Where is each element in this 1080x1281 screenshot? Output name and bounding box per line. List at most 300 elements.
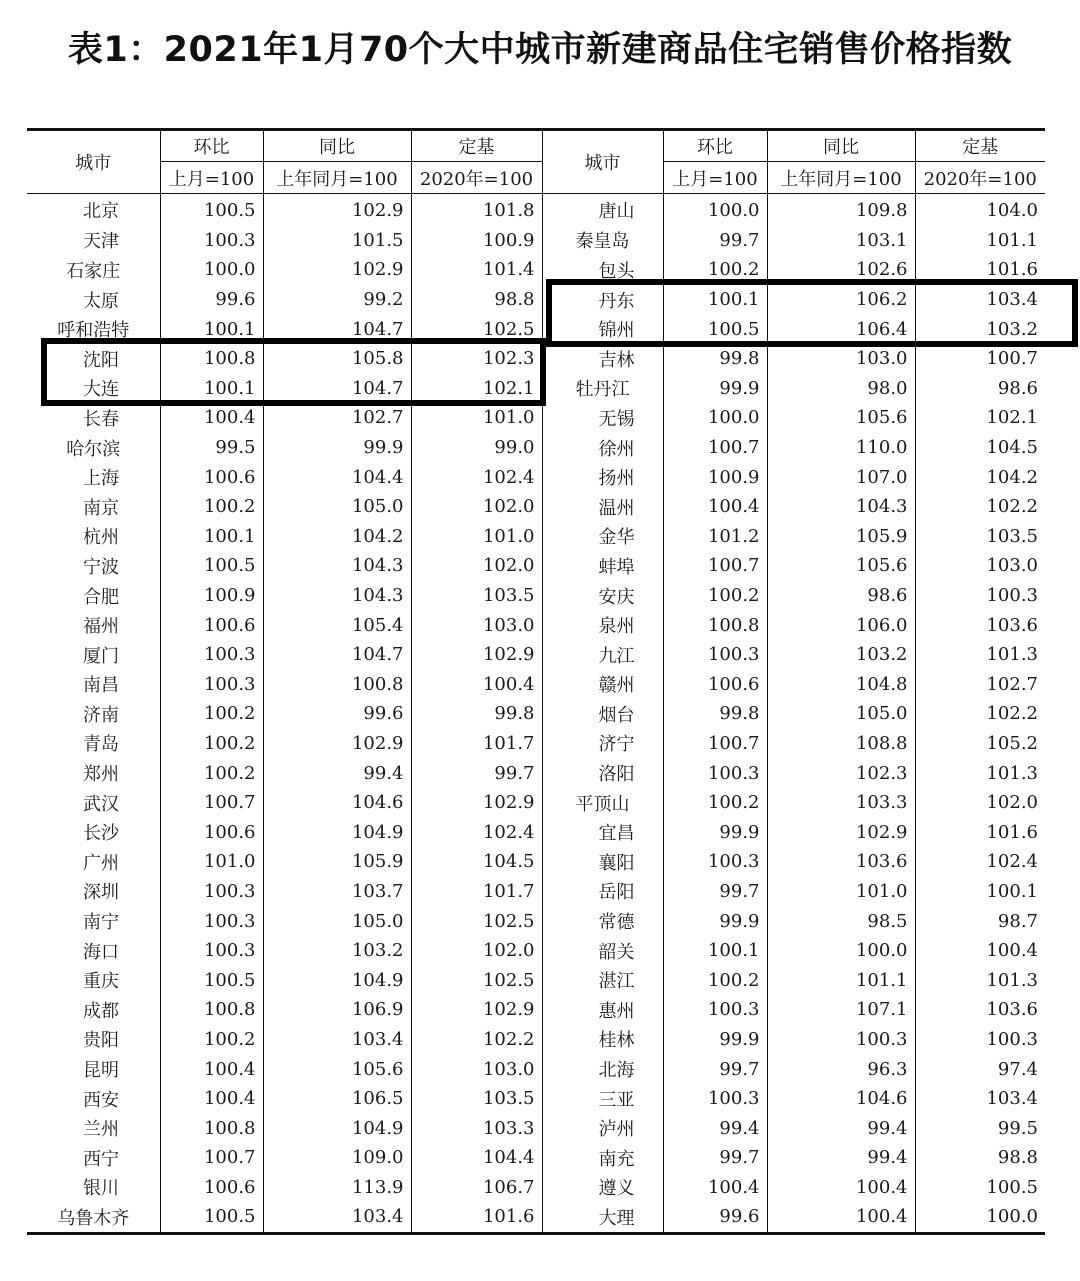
- city-name-char: 扬: [598, 468, 617, 490]
- mom-value-r: 99.7: [663, 226, 767, 256]
- city-name-r: [542, 1025, 663, 1055]
- base-value-r: 101.3: [986, 969, 1038, 991]
- mom-value-l: 100.3: [160, 877, 263, 907]
- table-row: [27, 699, 1045, 729]
- city-name-char: 京: [101, 497, 119, 519]
- base-value-r: 103.6: [986, 614, 1038, 636]
- mom-value-l: 100.4: [160, 1054, 263, 1084]
- city-name-char: 州: [616, 1119, 635, 1141]
- mom-value-l: 100.7: [160, 788, 263, 818]
- base-value-l: 103.5: [411, 581, 542, 611]
- yoy-value-r: 104.8: [767, 670, 915, 700]
- header-base-sub-right: 2020年=100: [915, 162, 1045, 194]
- city-name-char: 海: [101, 468, 119, 490]
- city-name-char: 泸: [598, 1119, 617, 1141]
- mom-value-r: 100.0: [663, 194, 767, 226]
- base-value-r: 102.2: [986, 703, 1038, 725]
- base-value-l: 103.5: [411, 1084, 542, 1114]
- mom-value-r: 100.3: [663, 1084, 767, 1114]
- yoy-value-l: 104.7: [263, 314, 411, 344]
- base-value-l: 104.5: [411, 847, 542, 877]
- yoy-value-r: 108.8: [767, 729, 915, 759]
- yoy-value-l: 102.9: [263, 729, 411, 759]
- city-name-r: [542, 522, 663, 552]
- table-row: [27, 1202, 1045, 1233]
- city-name-l: [27, 462, 160, 492]
- yoy-value-l: 105.6: [263, 1054, 411, 1084]
- table-row: [27, 1084, 1045, 1114]
- city-name-r: [542, 729, 663, 759]
- mom-value-r: 100.3: [663, 640, 767, 670]
- city-name-l: [27, 995, 160, 1025]
- table-row: [27, 1054, 1045, 1084]
- table-row: [27, 462, 1045, 492]
- city-name-char: 原: [101, 290, 119, 312]
- city-name-char: 常: [598, 912, 617, 934]
- city-name-r: [542, 1084, 663, 1114]
- base-value-l: 101.7: [411, 877, 542, 907]
- base-value-l: 103.0: [411, 1054, 542, 1084]
- mom-value-r: 99.9: [663, 374, 767, 404]
- city-name-char: 阳: [101, 1030, 119, 1052]
- mom-value-r: 100.1: [663, 285, 767, 315]
- city-name-char: 昌: [101, 675, 119, 697]
- yoy-value-l: 105.0: [263, 906, 411, 936]
- table-row: [27, 1113, 1045, 1143]
- city-name-char: 宁: [83, 556, 101, 578]
- city-name-char: 安: [598, 586, 617, 608]
- base-value-r: 103.5: [986, 525, 1038, 547]
- table-row: [27, 670, 1045, 700]
- mom-value-l: 100.3: [160, 670, 263, 700]
- mom-value-r: 99.8: [663, 344, 767, 374]
- city-name-char: 埠: [616, 556, 635, 578]
- table-row: [27, 194, 1045, 226]
- header-mom-right: 环比: [663, 130, 767, 162]
- city-name-char: 门: [101, 645, 119, 667]
- mom-value-l: 100.1: [160, 314, 263, 344]
- city-name-char: 阳: [616, 852, 635, 874]
- yoy-value-r: 103.0: [767, 344, 915, 374]
- city-name-char: 京: [101, 200, 119, 222]
- city-name-r: [542, 817, 663, 847]
- city-name-char: 三: [598, 1089, 617, 1111]
- city-name-char: 波: [101, 556, 119, 578]
- mom-value-r: 100.2: [663, 965, 767, 995]
- city-name-char: 北: [83, 200, 101, 222]
- base-value-r: 105.2: [986, 732, 1038, 754]
- city-name-char: 南: [83, 675, 101, 697]
- city-name-char: 济: [83, 704, 101, 726]
- city-name-r: [542, 1054, 663, 1084]
- base-value-l: 98.8: [411, 285, 542, 315]
- base-value-l: 102.4: [411, 462, 542, 492]
- table-row: [27, 1173, 1045, 1203]
- yoy-value-l: 105.0: [263, 492, 411, 522]
- city-name-r: [542, 1143, 663, 1173]
- city-name-r: [542, 670, 663, 700]
- mom-value-l: 99.5: [160, 433, 263, 463]
- base-value-r: 97.4: [997, 1058, 1038, 1080]
- city-name-char: 肥: [101, 586, 119, 608]
- yoy-value-l: 104.7: [263, 640, 411, 670]
- city-name-char: 州: [616, 468, 635, 490]
- city-name-char: 充: [616, 1148, 635, 1170]
- base-value-l: 102.3: [411, 344, 542, 374]
- mom-value-l: 100.5: [160, 194, 263, 226]
- yoy-value-r: 98.6: [767, 581, 915, 611]
- city-name-l: [27, 847, 160, 877]
- city-name-char: 海: [616, 1060, 635, 1082]
- mom-value-l: 100.6: [160, 817, 263, 847]
- base-value-l: 101.4: [411, 255, 542, 285]
- base-value-r: 104.2: [986, 466, 1038, 488]
- city-name-char: 唐: [598, 200, 617, 222]
- city-name-char: 包: [598, 260, 617, 282]
- city-name-char: 海: [83, 941, 101, 963]
- city-name-char: 武: [83, 793, 101, 815]
- mom-value-r: 100.3: [663, 995, 767, 1025]
- base-value-r: 99.5: [997, 1117, 1038, 1139]
- city-name-r: [542, 699, 663, 729]
- mom-value-r: 100.5: [663, 314, 767, 344]
- mom-value-l: 100.3: [160, 640, 263, 670]
- base-value-r: 100.1: [986, 880, 1038, 902]
- mom-value-l: 100.9: [160, 581, 263, 611]
- city-name-char: 宁: [101, 1148, 119, 1170]
- mom-value-l: 100.1: [160, 522, 263, 552]
- base-value-l: 102.5: [411, 906, 542, 936]
- base-value-l: 101.0: [411, 403, 542, 433]
- base-value-r: 98.8: [997, 1147, 1038, 1169]
- city-name-char: 州: [616, 438, 635, 460]
- city-name-r: [542, 1113, 663, 1143]
- yoy-value-l: 106.5: [263, 1084, 411, 1114]
- yoy-value-l: 103.7: [263, 877, 411, 907]
- highlight-box-dandong-jinzhou: [546, 279, 1078, 347]
- base-value-l: 103.3: [411, 1113, 542, 1143]
- city-name-char: 关: [616, 941, 635, 963]
- table-row: [27, 581, 1045, 611]
- city-name-char: 江: [616, 645, 635, 667]
- yoy-value-r: 103.3: [767, 788, 915, 818]
- yoy-value-r: 98.0: [767, 374, 915, 404]
- city-name-l: [27, 403, 160, 433]
- city-name-char: 沙: [101, 823, 119, 845]
- city-name-r: 牡丹江: [542, 374, 663, 404]
- yoy-value-l: 104.9: [263, 1113, 411, 1143]
- city-name-r: [542, 581, 663, 611]
- base-value-r: 100.5: [986, 1176, 1038, 1198]
- base-value-r: 100.4: [986, 940, 1038, 962]
- base-value-r: 103.4: [986, 289, 1038, 311]
- city-name-char: 襄: [598, 852, 617, 874]
- header-base-sub-left: 2020年=100: [411, 162, 542, 194]
- yoy-value-r: 110.0: [767, 433, 915, 463]
- city-name-char: 庆: [616, 586, 635, 608]
- city-name-l: [27, 670, 160, 700]
- city-name-char: 青: [83, 734, 101, 756]
- city-name-r: [542, 965, 663, 995]
- city-name-char: 宜: [598, 823, 617, 845]
- mom-value-l: 100.3: [160, 906, 263, 936]
- city-name-l: 哈尔滨: [27, 433, 160, 463]
- city-name-l: 呼和浩特: [27, 314, 160, 344]
- mom-value-l: 100.1: [160, 374, 263, 404]
- base-value-l: 101.7: [411, 729, 542, 759]
- base-value-r: 102.7: [986, 673, 1038, 695]
- yoy-value-r: 106.2: [767, 285, 915, 315]
- base-value-l: 102.1: [411, 374, 542, 404]
- mom-value-l: 100.2: [160, 699, 263, 729]
- base-value-r: 98.6: [997, 377, 1038, 399]
- city-name-l: [27, 492, 160, 522]
- city-name-char: 洛: [598, 764, 617, 786]
- city-name-char: 金: [598, 527, 617, 549]
- base-value-r: 102.1: [986, 407, 1038, 429]
- city-name-char: 徐: [598, 438, 617, 460]
- table-row: [27, 936, 1045, 966]
- city-name-l: [27, 965, 160, 995]
- city-name-char: 德: [616, 912, 635, 934]
- yoy-value-l: 99.2: [263, 285, 411, 315]
- yoy-value-r: 99.4: [767, 1143, 915, 1173]
- city-name-char: 头: [616, 260, 635, 282]
- city-name-char: 州: [101, 852, 119, 874]
- yoy-value-r: 100.0: [767, 936, 915, 966]
- header-base-left: 定基: [411, 130, 542, 162]
- city-name-char: 大: [83, 379, 101, 401]
- mom-value-l: 100.3: [160, 936, 263, 966]
- header-base-right: 定基: [962, 137, 999, 158]
- yoy-value-l: 102.9: [263, 194, 411, 226]
- yoy-value-r: 102.9: [767, 817, 915, 847]
- table-row: [27, 403, 1045, 433]
- city-name-char: 阳: [616, 882, 635, 904]
- yoy-value-r: 100.4: [767, 1173, 915, 1203]
- city-name-r: [542, 433, 663, 463]
- city-name-l: [27, 194, 160, 226]
- table-row: [27, 877, 1045, 907]
- yoy-value-l: 99.6: [263, 699, 411, 729]
- city-name-l: [27, 1143, 160, 1173]
- mom-value-r: 100.1: [663, 936, 767, 966]
- city-name-char: 川: [101, 1178, 119, 1200]
- city-name-char: 深: [83, 882, 101, 904]
- yoy-value-l: 104.2: [263, 522, 411, 552]
- table-row: [27, 817, 1045, 847]
- mom-value-l: 101.0: [160, 847, 263, 877]
- base-value-l: 104.4: [411, 1143, 542, 1173]
- yoy-value-r: 100.3: [767, 1025, 915, 1055]
- base-value-l: 101.8: [411, 194, 542, 226]
- city-name-char: 南: [598, 1148, 617, 1170]
- city-name-r: [542, 936, 663, 966]
- base-value-l: 99.7: [411, 758, 542, 788]
- base-value-l: 101.6: [411, 1202, 542, 1233]
- base-value-l: 102.0: [411, 492, 542, 522]
- yoy-value-r: 106.4: [767, 314, 915, 344]
- mom-value-l: 100.7: [160, 1143, 263, 1173]
- yoy-value-l: 105.8: [263, 344, 411, 374]
- city-name-l: [27, 285, 160, 315]
- base-value-l: 102.9: [411, 995, 542, 1025]
- city-name-char: 连: [101, 379, 119, 401]
- table-row: [27, 640, 1045, 670]
- city-name-char: 北: [598, 1060, 617, 1082]
- header-mom-left: 环比: [160, 130, 263, 162]
- mom-value-r: 100.6: [663, 670, 767, 700]
- city-name-char: 南: [83, 912, 101, 934]
- yoy-value-l: 104.9: [263, 965, 411, 995]
- city-name-char: 无: [598, 408, 617, 430]
- city-name-char: 春: [101, 408, 119, 430]
- city-name-char: 都: [101, 1000, 119, 1022]
- base-value-r: 101.6: [986, 259, 1038, 281]
- yoy-value-r: 101.1: [767, 965, 915, 995]
- yoy-value-r: 105.6: [767, 551, 915, 581]
- city-name-char: 南: [101, 704, 119, 726]
- mom-value-r: 100.4: [663, 1173, 767, 1203]
- city-name-char: 大: [598, 1207, 617, 1229]
- base-value-l: 102.2: [411, 1025, 542, 1055]
- yoy-value-l: 106.9: [263, 995, 411, 1025]
- yoy-value-l: 103.4: [263, 1025, 411, 1055]
- city-name-l: [27, 226, 160, 256]
- city-name-char: 长: [83, 823, 101, 845]
- mom-value-l: 100.2: [160, 729, 263, 759]
- city-name-char: 赣: [598, 675, 617, 697]
- base-value-r: 102.4: [986, 851, 1038, 873]
- city-name-r: [542, 344, 663, 374]
- city-name-char: 州: [101, 616, 119, 638]
- yoy-value-l: 103.2: [263, 936, 411, 966]
- city-name-char: 蚌: [598, 556, 617, 578]
- city-name-char: 台: [616, 704, 635, 726]
- city-name-char: 天: [83, 231, 101, 253]
- city-name-char: 长: [83, 408, 101, 430]
- base-value-l: 101.0: [411, 522, 542, 552]
- city-name-char: 西: [83, 1148, 101, 1170]
- city-name-l: [27, 936, 160, 966]
- mom-value-r: 100.7: [663, 433, 767, 463]
- city-name-char: 韶: [598, 941, 617, 963]
- yoy-value-r: 102.6: [767, 255, 915, 285]
- mom-value-l: 100.6: [160, 1173, 263, 1203]
- yoy-value-r: 106.0: [767, 610, 915, 640]
- yoy-value-r: 104.6: [767, 1084, 915, 1114]
- city-name-char: 州: [616, 1000, 635, 1022]
- mom-value-r: 100.7: [663, 551, 767, 581]
- mom-value-l: 100.5: [160, 965, 263, 995]
- city-name-l: 石家庄: [27, 255, 160, 285]
- city-name-char: 成: [83, 1000, 101, 1022]
- table-row: [27, 729, 1045, 759]
- city-name-char: 郑: [83, 764, 101, 786]
- city-name-l: [27, 729, 160, 759]
- city-name-l: [27, 640, 160, 670]
- city-name-char: 西: [83, 1089, 101, 1111]
- table-row: [27, 433, 1045, 463]
- city-name-r: [542, 758, 663, 788]
- yoy-value-r: 99.4: [767, 1113, 915, 1143]
- table-row: [27, 847, 1045, 877]
- city-name-char: 明: [101, 1060, 119, 1082]
- city-name-char: 宁: [101, 912, 119, 934]
- city-name-char: 安: [101, 1089, 119, 1111]
- yoy-value-r: 103.1: [767, 226, 915, 256]
- city-name-r: [542, 551, 663, 581]
- yoy-value-l: 104.7: [263, 374, 411, 404]
- table-row: [27, 965, 1045, 995]
- mom-value-r: 99.7: [663, 1143, 767, 1173]
- mom-value-r: 99.9: [663, 817, 767, 847]
- city-name-char: 州: [101, 1119, 119, 1141]
- base-value-r: 103.0: [986, 555, 1038, 577]
- city-name-char: 丹: [598, 290, 617, 312]
- city-name-char: 上: [83, 468, 101, 490]
- mom-value-r: 100.2: [663, 788, 767, 818]
- base-value-l: 100.9: [411, 226, 542, 256]
- yoy-value-r: 101.0: [767, 877, 915, 907]
- base-value-l: 102.0: [411, 551, 542, 581]
- mom-value-l: 99.6: [160, 285, 263, 315]
- city-name-char: 昌: [616, 823, 635, 845]
- city-name-char: 锡: [616, 408, 635, 430]
- base-value-r: 104.5: [986, 437, 1038, 459]
- city-name-r: 平顶山: [542, 788, 663, 818]
- city-name-char: 东: [616, 290, 635, 312]
- city-name-r: [542, 640, 663, 670]
- yoy-value-l: 103.4: [263, 1202, 411, 1233]
- city-name-char: 亚: [616, 1089, 635, 1111]
- yoy-value-r: 105.9: [767, 522, 915, 552]
- city-name-r: [542, 995, 663, 1025]
- city-name-char: 州: [616, 320, 635, 342]
- city-name-r: [542, 906, 663, 936]
- city-name-char: 厦: [83, 645, 101, 667]
- city-name-l: [27, 906, 160, 936]
- city-name-char: 南: [83, 497, 101, 519]
- base-value-l: 99.0: [411, 433, 542, 463]
- city-name-char: 沈: [83, 349, 101, 371]
- table-row: [27, 492, 1045, 522]
- city-name-char: 义: [616, 1178, 635, 1200]
- table-row: [27, 610, 1045, 640]
- city-name-char: 州: [101, 527, 119, 549]
- mom-value-r: 100.2: [663, 255, 767, 285]
- city-name-char: 锦: [598, 320, 617, 342]
- city-name-l: [27, 1054, 160, 1084]
- city-name-char: 州: [616, 497, 635, 519]
- header-city-left: 城市: [27, 130, 160, 194]
- yoy-value-l: 104.9: [263, 817, 411, 847]
- mom-value-l: 100.6: [160, 462, 263, 492]
- table-row: [27, 758, 1045, 788]
- city-name-char: 庆: [101, 971, 119, 993]
- city-name-char: 福: [83, 616, 101, 638]
- yoy-value-r: 107.1: [767, 995, 915, 1025]
- mom-value-l: 100.4: [160, 1084, 263, 1114]
- yoy-value-r: 105.6: [767, 403, 915, 433]
- yoy-value-r: 104.3: [767, 492, 915, 522]
- header-mom-sub-left: 上月=100: [160, 162, 263, 194]
- city-name-l: [27, 1084, 160, 1114]
- base-value-l: 102.0: [411, 936, 542, 966]
- city-name-char: 理: [616, 1207, 635, 1229]
- base-value-r: 98.7: [997, 910, 1038, 932]
- mom-value-r: 100.4: [663, 492, 767, 522]
